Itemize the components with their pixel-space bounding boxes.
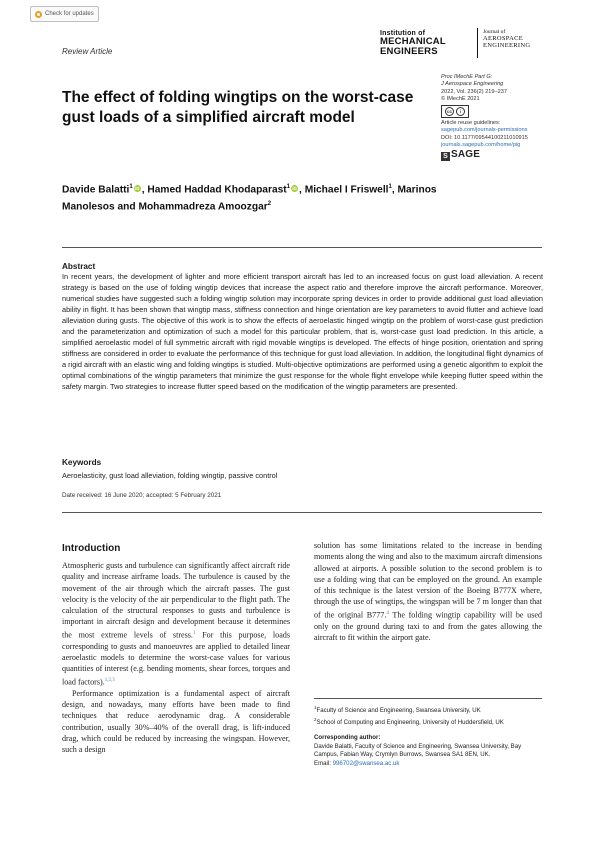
- imeche-logo: [380, 30, 446, 56]
- cc-icon: cc: [446, 109, 452, 115]
- affiliation: $^1$Faculty of Science and Engineering, Swansea University, UK: [314, 705, 481, 715]
- journal-info: [441, 74, 561, 161]
- attribution-icon: i: [456, 107, 465, 116]
- citation-link[interactable]: 1,2,3: [104, 677, 115, 683]
- imeche-logo-line3: ENGINEERS: [380, 45, 438, 57]
- journal-logo-line1: Journal of: [483, 29, 506, 35]
- imeche-logo-line2: MECHANICAL: [380, 36, 446, 47]
- journal-logo-line3: ENGINEERING: [483, 41, 531, 49]
- abstract-text: In recent years, the development of lighter and more efficient transport aircraft has led to an increased focus on gust load alleviation. A recent strategy is based on the use of folding wingtip devices that increase the aspect ratio and therefore improve the aircraft performance. Moreover, numerical studies have suggested such a folding wingtip solution may incorporate spring devices in order to provide additional gust load alleviation ability in flight. It has been shown that wingtip mass, stiffness connection and hinge orientation are key parameters to avoid flutter and achieve load alleviation during gusts. The objective of this work is to show the effects of aeroelastic hinged wingtip on the problem of worst-case gust prediction and the parameterization and optimization of such a model for this particular problem, that is, worst-case gust load prediction. In this article, a simplified aeroelastic model of full symmetric aircraft with rigid movable wingtips is developed. The effects of hinge position, orientation and spring stiffness are considered in order to evaluate the performance of this technique for gust load alleviation. In addition, the longitudinal flight dynamics of a rigid aircraft with an elastic wing and folding wingtips is studied. Multi-objective optimizations are performed using a genetic algorithm to exploit the optimal combinations of the wingtip parameters that minimize the gust response for the whole flight envelope while keeping flutter speed within the safety margin. Two strategies to increase flutter speed based on the modification of the wingtip parameters are presented.: [62, 272, 543, 391]
- paper-title: The effect of folding wingtips on the worst-case gust loads of a simplified aircraft model: [62, 89, 414, 126]
- author: Michael I Friswell: [304, 184, 389, 196]
- check-for-updates-label: Check for updates: [45, 11, 94, 17]
- body-column-right: [314, 540, 542, 643]
- email-line: Email: 996702@swansea.ac.uk: [314, 760, 400, 768]
- paragraph: Performance optimization is a fundamental aspect of aircraft design, and nowadays, many efforts have been made to find techniques that reduce aerodynamic drag. A considerable contribution, usually 30%–40% of the overall drag, is lift-induced drag, which could be reduced by increasing the wingspan. However, such a design: [62, 688, 290, 755]
- reuse-guidelines-label: Article reuse guidelines:: [441, 120, 501, 127]
- sage-logo: S SAGE: [441, 151, 561, 161]
- body-column-left: [62, 560, 290, 755]
- author-list: Davide Balatti$^1$ iD , Hamed Haddad Khodaparast$^1$ iD , Michael I Friswell$^1$, Marinos Manolesos and Mohammadreza Amoozgar$^2$: [62, 184, 437, 213]
- doi[interactable]: DOI: 10.1177/09544100211010915: [441, 134, 528, 141]
- keywords-text: Aeroelasticity, gust load alleviation, folding wingtip, passive control: [62, 471, 278, 480]
- logo-divider: [477, 28, 478, 58]
- footnote-divider: [314, 698, 542, 699]
- affiliation: $^2$School of Computing and Engineering, University of Huddersfield, UK: [314, 716, 504, 726]
- email-link[interactable]: 996702@swansea.ac.uk: [332, 760, 400, 768]
- orcid-icon[interactable]: iD: [134, 186, 140, 192]
- permissions-link[interactable]: sagepub.com/journals-permissions: [441, 127, 528, 134]
- author: Davide Balatti: [62, 184, 130, 196]
- keywords-heading: Keywords: [62, 458, 102, 467]
- journal-home-link[interactable]: journals.sagepub.com/home/pig: [441, 142, 521, 149]
- orcid-icon[interactable]: iD: [292, 186, 297, 192]
- paragraph: Atmospheric gusts and turbulence can significantly affect aircraft ride quality and increase airframe loads. The turbulence is caused by the movement of the air through which the aircraft passes. The gust velocity is the velocity of the air perpendicular to the flight path. The calculation of the structural responses to gusts and turbulence is important in aircraft design and development because it determines the most extreme levels of stress.$^1$ For this purpose, loads corresponding to gusts and manoeuvres are applied to detailed linear aeroelastic models to determine the worst-case values for various quantities of interest (e.g. bending moments, shear forces, torques and load factors).$^{1,2,3}$: [62, 561, 290, 687]
- author: Hamed Haddad Khodaparast: [147, 184, 287, 196]
- author: Mohammadreza Amoozgar: [138, 201, 268, 213]
- imeche-logo-line1: Institution of: [380, 30, 426, 37]
- corresponding-author-heading: Corresponding author:: [314, 734, 381, 742]
- divider: [62, 247, 542, 248]
- citation-link[interactable]: 1: [192, 630, 196, 636]
- journal-part: Proc IMechE Part G:: [441, 74, 493, 80]
- journal-volume: 2022, Vol. 236(2) 219–237: [441, 88, 507, 95]
- paragraph: solution has some limitations related to the increase in bending moments along the wing and also to the maximum aircraft dimensions allowed at airports. A possible solution to the second problem is to use a folding wing that can be employed on the ground. An example of this technique is the latest version of the Boeing B777X where, through the use of wingtips, the wingspan will be 7 m longer than that of the original B777.$^4$ The folding wingtip capability will be used only on the ground during taxi to and from the gates allowing the aircraft to fit within the airport gate.: [314, 541, 543, 643]
- citation-link[interactable]: 4: [386, 610, 389, 616]
- footnotes: [314, 704, 546, 769]
- journal-name: J Aerospace Engineering: [441, 81, 504, 88]
- check-for-updates-badge[interactable]: [30, 6, 99, 22]
- license-badge[interactable]: [441, 105, 469, 118]
- corresponding-author-address: Davide Balatti, Faculty of Science and Engineering, Swansea University, Bay Campus, Fabian Way, Crymlyn Burrows, Swansea SA1 8EN, UK.: [314, 742, 522, 759]
- journal-logo-line2: AEROSPACE: [483, 34, 524, 42]
- author: Marinos Manolesos: [62, 184, 437, 213]
- journal-logo: [483, 30, 530, 49]
- update-icon: [35, 11, 42, 18]
- section-heading: Introduction: [62, 543, 121, 554]
- divider: [62, 512, 542, 513]
- article-type: Review Article: [62, 47, 113, 56]
- abstract-heading: Abstract: [62, 262, 96, 271]
- sage-logo-icon: S: [441, 152, 450, 161]
- copyright: © IMechE 2021: [441, 95, 480, 102]
- dates-text: Date received: 16 June 2020; accepted: 5 February 2021: [62, 492, 222, 499]
